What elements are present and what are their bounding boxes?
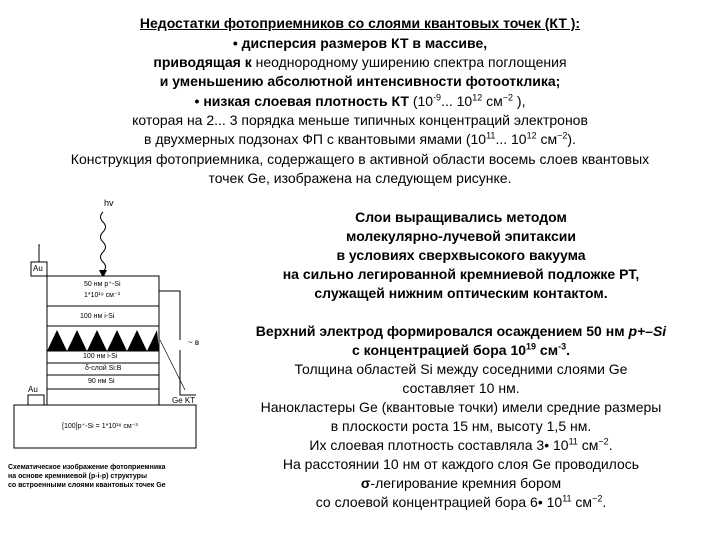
layer5-label: 90 нм Si [88, 378, 115, 385]
bullet-dispersion: • дисперсия размеров КТ в массиве, [232, 35, 488, 51]
page-title: Недостатки фотоприемников со слоями квантовых точек (КТ ): [139, 15, 581, 31]
right-p2-line5: Нанокластеры Ge (квантовые точки) имели средние размеры [260, 399, 662, 415]
bottom-au-label: Au [28, 385, 38, 394]
caption-line2: на основе кремниевой (p-i-p) структуры [8, 473, 147, 480]
b-label: ~ в [188, 338, 200, 347]
caption-line1: Схематическое изображение фотоприемника [8, 464, 166, 471]
right-p1-line3: в условиях сверхвысокого вакуума [336, 247, 586, 263]
bottom-au-contact [28, 395, 44, 405]
caption-line3: со встроенными слоями квантовых точек Ge [8, 482, 166, 489]
layer2-label: 100 нм i-Si [80, 313, 115, 320]
ge-kt-leader [160, 340, 185, 390]
substrate-top-step [47, 389, 159, 405]
right-p2-line1: Верхний электрод формировался осаждением 50 нм p+–Si [255, 323, 667, 339]
text-line-3: приводящая к неоднородному уширению спектра поглощения [153, 54, 567, 70]
text-line-7: в двухмерных подзонах ФП с квантовыми ямами ($10^{11}$... $10^{12}$ $см^{-2}$). [144, 130, 576, 147]
text-line-8: Конструкция фотоприемника, содержащего в активной области восемь слоев квантовых [70, 151, 650, 167]
text-line-4: и уменьшению абсолютной интенсивности фотоотклика; [159, 73, 561, 89]
top-au-label: Au [33, 264, 43, 273]
layer3-label: 100 нм i-Si [83, 353, 118, 360]
right-p2-line9: σ-легирование кремния бором [360, 475, 562, 491]
right-p2-line8: На расстоянии 10 нм от каждого слоя Ge проводилось [282, 456, 640, 472]
right-p2-line10: со слоевой концентрацией бора 6• $10^{11}$ $см^{-2}$. [315, 493, 607, 510]
layer1-label-b: 1*10¹⁹ см⁻³ [84, 292, 121, 299]
right-p2-line6: в плоскости роста 15 нм, высоту 1,5 нм. [330, 418, 592, 434]
right-p2-line7: Их слоевая плотность составляла 3• $10^{11}$ $см^{-2}$. [309, 436, 613, 453]
substrate-label: [100]p⁺-Si = 1*10¹⁸ см⁻³ [62, 423, 138, 430]
layer1-label-a: 50 нм p⁺-Si [84, 281, 121, 288]
right-p1-line2: молекулярно-лучевой эпитаксии [346, 228, 576, 244]
right-p1-line1: Слои выращивались методом [355, 209, 567, 225]
hv-label: hv [104, 198, 114, 208]
right-p2-line2: с концентрацией бора $10^{19}$ $см^{-3}$. [351, 341, 570, 358]
right-p2-line4: составляет 10 нм. [402, 380, 520, 396]
text-line-9: точек Ge, изображена на следующем рисунке. [208, 170, 512, 186]
layer4-label: δ-слой Si:B [85, 365, 122, 372]
bullet-density: • низкая слоевая плотность КТ ($10^{-9}$... $10^{12}$ $см^{-2}$ ), [194, 92, 526, 109]
light-wave-arrow [101, 212, 106, 272]
right-p1-line5: служащей нижним оптическим контактом. [314, 285, 608, 301]
ge-kt-label: Ge KT [172, 396, 196, 405]
text-line-6: которая на 2... 3 порядка меньше типичных концентраций электронов [132, 112, 588, 128]
right-p1-line4: на сильно легированной кремниевой подложке РТ, [282, 266, 640, 282]
right-p2-line3: Толщина областей Si между соседними слоями Ge [294, 361, 628, 377]
